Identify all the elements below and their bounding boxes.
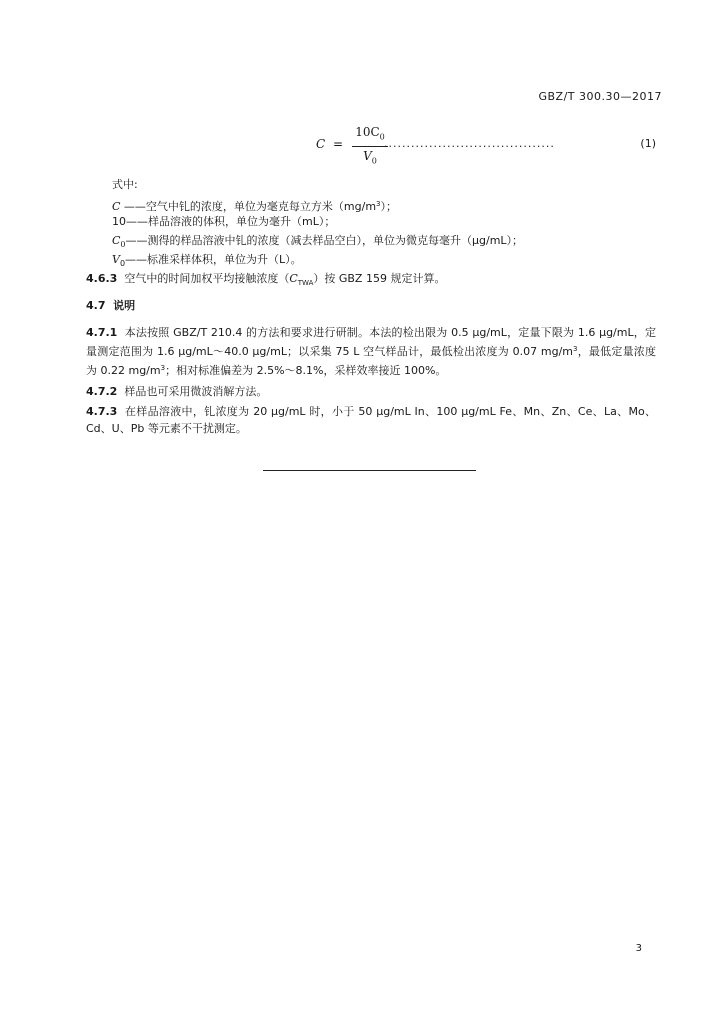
where-symbol: C [112,234,121,247]
clause-4-7-2 [86,385,267,399]
clause-4-7-1 [86,324,656,379]
where-symbol: 10 [112,215,126,228]
numerator-text: 10C [355,125,380,139]
clause-text: ）按 GBZ 159 规定计算。 [313,272,446,285]
numerator-subscript: 0 [379,132,385,142]
where-item-v0 [112,253,302,271]
clause-text: ，最低定量浓度为 0.22 mg/m [86,345,657,377]
end-of-document-rule [263,470,476,471]
where-symbol-sub: 0 [119,259,126,269]
formula-denominator [350,148,390,169]
clause-text: ；相对标准偏差为 2.5%～8.1%，采样效率接近 100%。 [165,364,447,377]
clause-text: 样品也可采用微波消解方法。 [124,385,268,398]
where-item-c0 [112,234,523,252]
where-text: ——标准采样体积，单位为升（L）。 [125,253,302,266]
clause-symbol-sub: TWA [297,279,314,288]
clause-number: 4.7.1 [86,326,118,339]
where-text: ——空气中钆的浓度，单位为毫克每立方米（mg/m [123,200,377,213]
clause-number: 4.6.3 [86,272,118,285]
denominator-subscript: 0 [371,156,377,166]
clause-number: 4.7.3 [86,405,118,418]
page-number: 3 [635,943,642,954]
clause-number: 4.7.2 [86,385,118,398]
section-4-7-heading [86,299,135,313]
where-text: ——样品溶液的体积，单位为毫升（mL）； [126,215,336,228]
where-tail: ）； [380,200,398,213]
clause-text: 本法按照 GBZ/T 210.4 的方法和要求进行研制。本法的检出限为 0.5 μg/mL，定量下限为 1.6 μg/mL，定量测定范围为 1.6 μg/mL～40.0 μg/mL；以采集 75 L 空气样品计，最低检出浓度为 0.07 mg/m [86,326,656,358]
section-number: 4.7 [86,299,106,312]
section-title: 说明 [113,299,136,312]
where-symbol: C [112,200,121,213]
where-text: ——测得的样品溶液中钆的浓度（减去样品空白），单位为微克每毫升（μg/mL）； [125,234,524,247]
formula-leader-dots: ...................................... [384,137,555,150]
clause-4-7-3 [86,403,656,437]
formula-equals: = [333,137,344,151]
document-header-code: GBZ/T 300.30—2017 [538,90,662,103]
where-intro: 式中: [112,178,138,191]
formula-1 [316,124,656,170]
clause-4-6-3 [86,272,445,290]
where-symbol: V [112,253,120,266]
clause-text: 在样品溶液中，钆浓度为 20 μg/mL 时，小于 50 μg/mL In、100 μg/mL Fe、Mn、Zn、Ce、La、Mo、Cd、U、Pb 等元素不干扰测定。 [86,405,656,435]
denominator-text: V [363,149,372,164]
clause-text: 空气中的时间加权平均接触浓度（ [124,272,290,285]
clause-symbol: C [289,272,298,285]
where-sup: 3 [376,200,381,208]
where-symbol-sub: 0 [120,240,126,250]
formula-lhs: C [316,137,326,151]
formula-number: (1) [640,137,656,150]
clause-sup: 3 [573,345,578,353]
fraction-bar [352,146,388,147]
where-item-10 [112,215,335,229]
clause-sup: 3 [160,364,166,372]
where-item-c [112,197,397,214]
